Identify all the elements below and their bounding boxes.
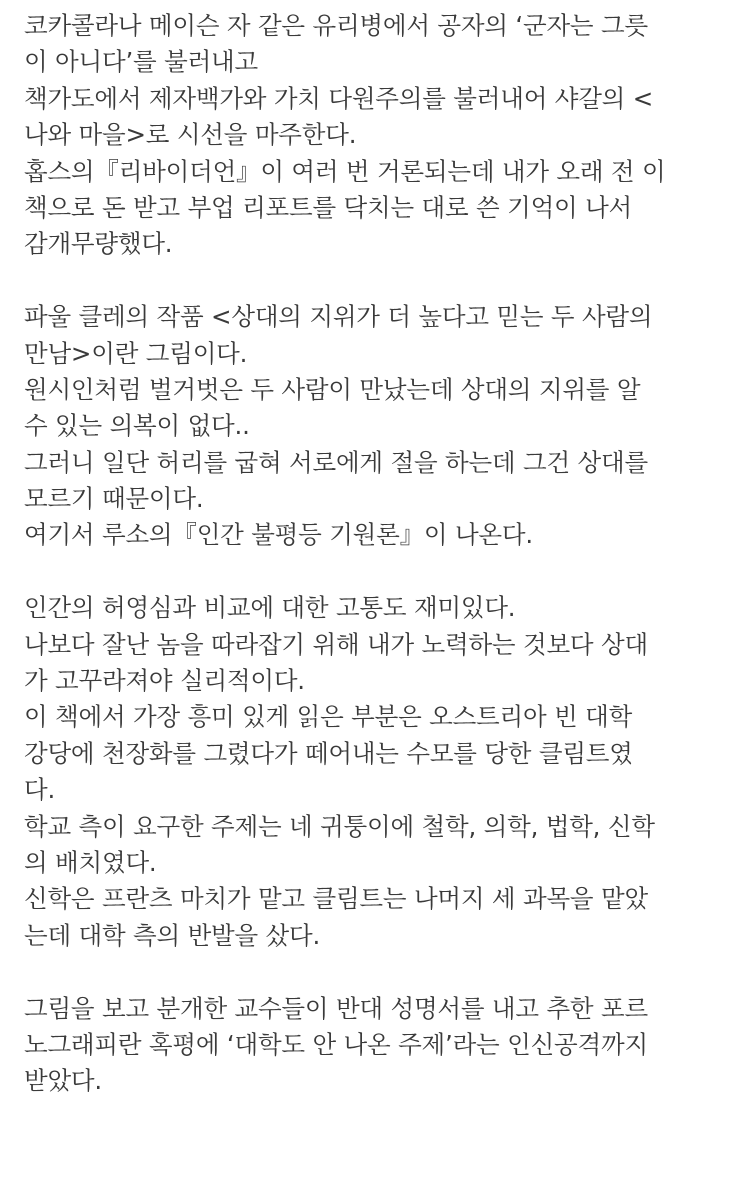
text-line: 학교 측이 요구한 주제는 네 귀퉁이에 철학, 의학, 법학, 신학 xyxy=(24,811,655,841)
text-line: 홉스의『리바이더언』이 여러 번 거론되는데 내가 오래 전 이 xyxy=(24,156,666,186)
text-line: 감개무량했다. xyxy=(24,229,173,259)
paragraph-4 xyxy=(24,991,730,1100)
text-line: 그러니 일단 허리를 굽혀 서로에게 절을 하는데 그건 상대를 xyxy=(24,447,648,477)
paragraph-spacer xyxy=(24,554,730,590)
text-line: 의 배치였다. xyxy=(24,847,157,877)
text-line: 는데 대학 측의 반발을 샀다. xyxy=(24,920,321,950)
paragraph-2 xyxy=(24,299,730,554)
text-line: 인간의 허영심과 비교에 대한 고통도 재미있다. xyxy=(24,593,516,623)
text-line: 코카콜라나 메이슨 자 같은 유리병에서 공자의 ‘군자는 그릇 xyxy=(24,11,648,40)
text-line: 파울 클레의 작품 <상대의 지위가 더 높다고 믿는 두 사람의 xyxy=(24,302,653,332)
paragraph-1 xyxy=(24,8,730,263)
text-line: 만남>이란 그림이다. xyxy=(24,338,248,368)
paragraph-spacer xyxy=(24,954,730,990)
text-line: 나와 마을>로 시선을 마주한다. xyxy=(24,120,357,150)
text-line: 그림을 보고 분개한 교수들이 반대 성명서를 내고 추한 포르 xyxy=(24,993,648,1023)
text-line: 모르기 때문이다. xyxy=(24,484,204,514)
text-line: 나보다 잘난 놈을 따라잡기 위해 내가 노력하는 것보다 상대 xyxy=(24,629,648,659)
text-line: 책으로 돈 받고 부업 리포트를 닥치는 대로 쓴 기억이 나서 xyxy=(24,192,633,222)
text-line: 수 있는 의복이 없다.. xyxy=(24,411,250,441)
text-line: 이 아니다’를 불러내고 xyxy=(24,47,258,77)
text-line: 가 고꾸라져야 실리적이다. xyxy=(24,666,305,696)
paragraph-spacer xyxy=(24,263,730,299)
text-line: 여기서 루소의『인간 불평등 기원론』이 나온다. xyxy=(24,520,533,550)
document-body xyxy=(24,8,730,1100)
paragraph-3 xyxy=(24,590,730,954)
text-line: 신학은 프란츠 마치가 맡고 클림트는 나머지 세 과목을 맡았 xyxy=(24,884,648,914)
text-line: 노그래피란 혹평에 ‘대학도 안 나온 주제’라는 인신공격까지 xyxy=(24,1029,648,1059)
text-line: 이 책에서 가장 흥미 있게 읽은 부분은 오스트리아 빈 대학 xyxy=(24,702,633,732)
text-line: 받았다. xyxy=(24,1066,102,1096)
text-line: 다. xyxy=(24,775,56,805)
text-line: 책가도에서 제자백가와 가치 다원주의를 불러내어 샤갈의 < xyxy=(24,83,654,113)
text-line: 강당에 천장화를 그렸다가 떼어내는 수모를 당한 클림트였 xyxy=(24,738,633,768)
text-line: 원시인처럼 벌거벗은 두 사람이 만났는데 상대의 지위를 알 xyxy=(24,374,641,404)
